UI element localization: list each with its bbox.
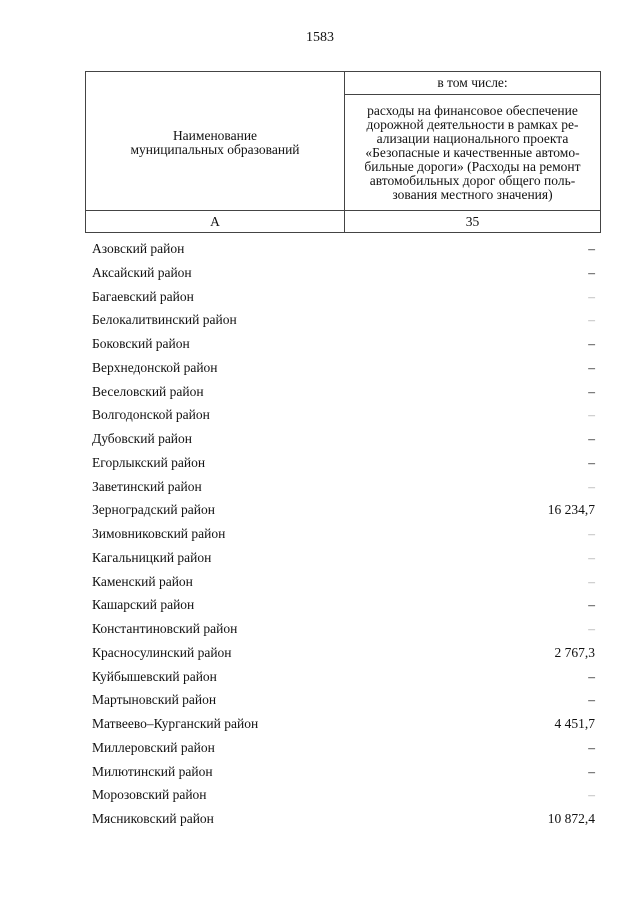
district-name: Кагальницкий район <box>92 549 212 565</box>
header-including: в том числе: <box>345 72 601 95</box>
table-row <box>85 380 601 404</box>
header-desc-line: зования местного значения) <box>392 186 553 202</box>
table-row <box>85 807 601 831</box>
table-row <box>85 475 601 499</box>
district-name: Азовский район <box>92 241 185 256</box>
table-row <box>85 356 601 380</box>
district-value: 2 767,3 <box>554 644 595 660</box>
table-row <box>85 712 601 736</box>
district-name: Дубовский район <box>92 431 193 446</box>
district-name: Миллеровский район <box>92 739 215 755</box>
district-name: Зерноградский район <box>92 502 215 518</box>
district-value: – <box>588 241 595 256</box>
table-row <box>85 570 601 594</box>
district-value: – <box>588 573 595 589</box>
district-value: – <box>588 359 595 375</box>
district-value: – <box>588 264 595 280</box>
table-row <box>85 498 601 522</box>
district-value: – <box>588 787 595 803</box>
header-desc-line: расходы на финансовое обеспечение <box>367 102 578 118</box>
district-name: Боковский район <box>92 336 190 351</box>
table-header <box>85 71 601 233</box>
district-value: 16 234,7 <box>547 502 595 518</box>
district-value: – <box>588 407 595 423</box>
district-name: Морозовский район <box>92 787 207 803</box>
district-name: Багаевский район <box>92 288 194 304</box>
table-row <box>85 760 601 784</box>
column-letter-a: А <box>86 211 345 233</box>
district-value: – <box>588 668 595 684</box>
district-name: Константиновский район <box>92 621 238 636</box>
table-row <box>85 261 601 285</box>
district-value: 4 451,7 <box>554 716 595 731</box>
column-number-35: 35 <box>345 211 601 233</box>
district-value: – <box>588 739 595 755</box>
district-value: – <box>588 549 595 565</box>
district-name: Мартыновский район <box>92 692 217 708</box>
district-value: – <box>588 431 595 446</box>
table-row <box>85 308 601 332</box>
district-name: Матвеево–Курганский район <box>92 716 259 731</box>
district-value: – <box>588 288 595 304</box>
district-name: Куйбышевский район <box>92 668 217 684</box>
district-value: 10 872,4 <box>547 811 595 826</box>
table-row <box>85 451 601 475</box>
district-name: Красносулинский район <box>92 644 232 660</box>
header-desc-line: бильные дороги» (Расходы на ремонт <box>364 158 581 174</box>
page-number: 1583 <box>306 30 334 45</box>
table-row <box>85 665 601 689</box>
district-name: Зимовниковский район <box>92 526 226 541</box>
header-desc-line: ализации национального проекта <box>376 130 569 146</box>
district-value: – <box>588 763 595 779</box>
district-name: Егорлыкский район <box>92 454 206 470</box>
table-row <box>85 237 601 261</box>
table-row <box>85 522 601 546</box>
table-row <box>85 546 601 570</box>
district-name: Верхнедонской район <box>92 359 218 375</box>
district-value: – <box>588 526 595 541</box>
district-name: Заветинский район <box>92 478 202 494</box>
district-name: Аксайский район <box>92 264 192 280</box>
table-row <box>85 736 601 760</box>
header-name-line1: Наименование <box>172 128 258 143</box>
header-name-cell <box>86 72 345 211</box>
district-name: Милютинский район <box>92 763 213 779</box>
table-row <box>85 593 601 617</box>
district-value: – <box>588 454 595 470</box>
table-row <box>85 688 601 712</box>
header-desc-line: дорожной деятельности в рамках ре- <box>366 116 579 132</box>
district-name: Волгодонской район <box>92 407 210 423</box>
district-name: Белокалитвинский район <box>92 312 237 328</box>
header-description-cell <box>345 95 601 211</box>
district-value: – <box>588 336 595 351</box>
table-row <box>85 427 601 451</box>
district-name: Каменский район <box>92 573 193 589</box>
district-value: – <box>588 597 595 613</box>
district-list <box>85 237 601 831</box>
district-name: Веселовский район <box>92 383 204 399</box>
table-row <box>85 641 601 665</box>
header-desc-line: автомобильных дорог общего поль- <box>369 172 576 188</box>
table-row <box>85 617 601 641</box>
district-name: Кашарский район <box>92 597 195 613</box>
district-value: – <box>588 312 595 328</box>
district-value: – <box>588 692 595 708</box>
district-value: – <box>588 478 595 494</box>
header-desc-line: «Безопасные и качественные автомо- <box>365 144 580 160</box>
district-name: Мясниковский район <box>92 811 214 826</box>
table-row <box>85 403 601 427</box>
header-name-line2: муниципальных образований <box>130 142 300 157</box>
district-value: – <box>588 621 595 636</box>
table-row <box>85 332 601 356</box>
table-row <box>85 285 601 309</box>
district-value: – <box>588 383 595 399</box>
table-row <box>85 783 601 807</box>
